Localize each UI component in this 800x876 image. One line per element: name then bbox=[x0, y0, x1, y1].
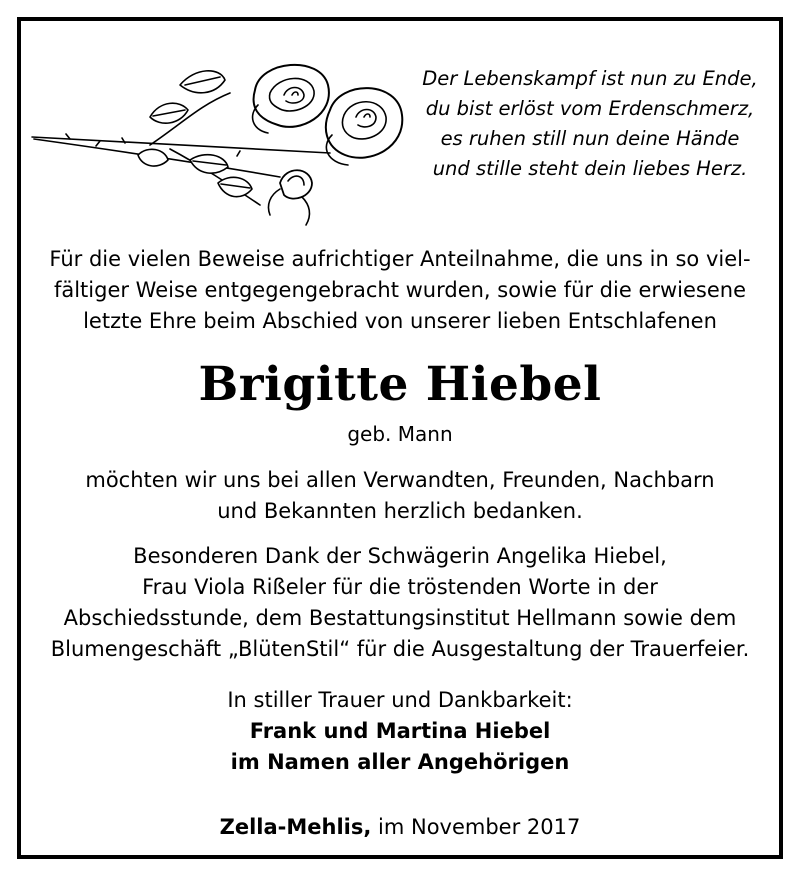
signature-family: im Namen aller Angehörigen bbox=[230, 750, 570, 774]
roses-illustration bbox=[30, 55, 420, 235]
poem-line: du bist erlöst vom Erdenschmerz, bbox=[425, 97, 755, 120]
maiden-name-text: geb. Mann bbox=[347, 422, 453, 446]
deceased-name: Brigitte Hiebel bbox=[198, 357, 602, 412]
poem-line: Der Lebenskampf ist nun zu Ende, bbox=[422, 67, 758, 90]
special-thanks-line: Frau Viola Rißeler für die tröstenden Worte in der bbox=[142, 575, 658, 599]
special-thanks-text bbox=[0, 541, 800, 665]
signature bbox=[0, 685, 800, 778]
poem bbox=[405, 64, 775, 184]
thanks-line: möchten wir uns bei allen Verwandten, Freunden, Nachbarn bbox=[85, 468, 715, 492]
intro-text bbox=[0, 244, 800, 337]
special-thanks-line: Abschiedsstunde, dem Bestattungsinstitut Hellmann sowie dem bbox=[63, 606, 737, 630]
poem-line: und stille steht dein liebes Herz. bbox=[432, 157, 748, 180]
thanks-text bbox=[0, 465, 800, 527]
place-city: Zella-Mehlis, bbox=[219, 815, 372, 839]
intro-line: letzte Ehre beim Abschied von unserer lieben Entschlafenen bbox=[83, 309, 717, 333]
signature-intro: In stiller Trauer und Dankbarkeit: bbox=[227, 688, 573, 712]
signature-names: Frank und Martina Hiebel bbox=[249, 719, 551, 743]
intro-line: fältiger Weise entgegengebracht wurden, sowie für die erwiesene bbox=[53, 278, 747, 302]
intro-line: Für die vielen Beweise aufrichtiger Anteilnahme, die uns in so viel- bbox=[49, 247, 751, 271]
maiden-name bbox=[0, 420, 800, 448]
thanks-line: und Bekannten herzlich bedanken. bbox=[217, 499, 583, 523]
poem-line: es ruhen still nun deine Hände bbox=[440, 127, 740, 150]
special-thanks-line: Blumengeschäft „BlütenStil“ für die Ausgestaltung der Trauerfeier. bbox=[50, 637, 750, 661]
place-date-text: im November 2017 bbox=[371, 815, 581, 839]
place-date bbox=[0, 812, 800, 843]
special-thanks-line: Besonderen Dank der Schwägerin Angelika Hiebel, bbox=[133, 544, 667, 568]
